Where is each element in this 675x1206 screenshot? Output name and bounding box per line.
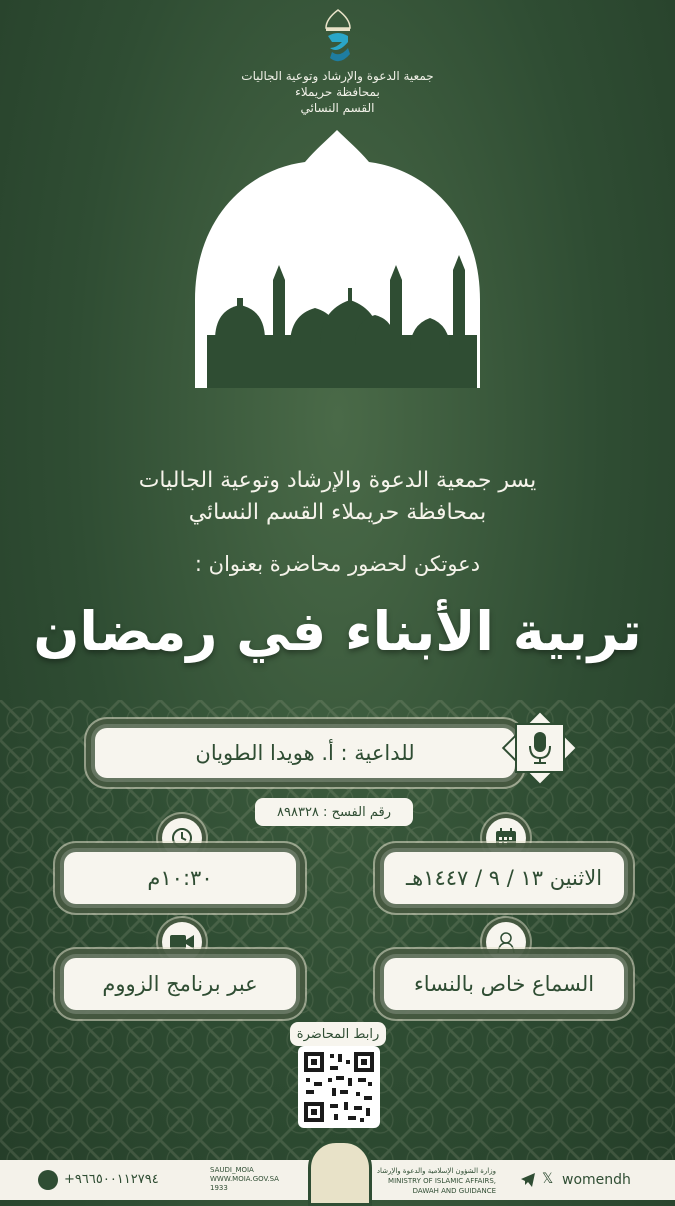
mosque-illustration <box>185 130 490 388</box>
woman-icon <box>486 922 526 962</box>
audience-pill <box>384 958 624 1010</box>
time-text: ١٠:٣٠م <box>147 866 213 890</box>
org-name-line1: جمعية الدعوة والإرشاد وتوعية الجاليات <box>241 69 434 83</box>
telegram-icon <box>520 1172 536 1188</box>
microphone-badge <box>500 708 580 788</box>
time-pill <box>64 852 296 904</box>
speaker-pill <box>95 728 515 778</box>
org-logo <box>318 8 358 66</box>
footer-phone[interactable]: +٩٦٦٥٠٠١١٢٧٩٤ <box>64 1172 159 1187</box>
footer-site: SAUDI_MOIA WWW.MOIA.GOV.SA 1933 <box>210 1166 279 1192</box>
whatsapp-icon <box>38 1170 58 1190</box>
intro-line1: يسر جمعية الدعوة والإرشاد وتوعية الجاليات <box>138 468 537 493</box>
platform-pill <box>64 958 296 1010</box>
qr-code[interactable] <box>298 1046 380 1128</box>
date-text: الاثنين ١٣ / ٩ / ١٤٤٧هـ <box>405 866 603 890</box>
video-camera-icon <box>162 922 202 962</box>
microphone-icon <box>528 732 552 764</box>
lecture-title: تربية الأبناء في رمضان <box>33 600 642 663</box>
qr-label: رابط المحاضرة <box>290 1022 386 1046</box>
org-name-line2: بمحافظة حريملاء <box>295 85 380 99</box>
x-icon: 𝕏 <box>542 1171 554 1187</box>
footer-ministry: وزارة الشؤون الإسلامية والدعوة والإرشاد MINISTRY OF ISLAMIC AFFAIRS, DAWAH AND GUIDANCE <box>376 1167 496 1195</box>
org-name-line3: القسم النسائي <box>300 101 375 115</box>
footer-handle[interactable]: womendh <box>562 1172 631 1188</box>
audience-text: السماع خاص بالنساء <box>413 972 595 996</box>
invite-text: دعوتكن لحضور محاضرة بعنوان : <box>194 552 481 576</box>
permit-number: رقم الفسح : ٨٩٨٣٢٨ <box>255 798 413 826</box>
mosque-door-emblem <box>308 1140 372 1206</box>
intro-line2: بمحافظة حريملاء القسم النسائي <box>188 500 487 525</box>
speaker-name: للداعية : أ. هويدا الطويان <box>195 741 415 765</box>
date-pill <box>384 852 624 904</box>
platform-text: عبر برنامج الزووم <box>102 972 258 996</box>
